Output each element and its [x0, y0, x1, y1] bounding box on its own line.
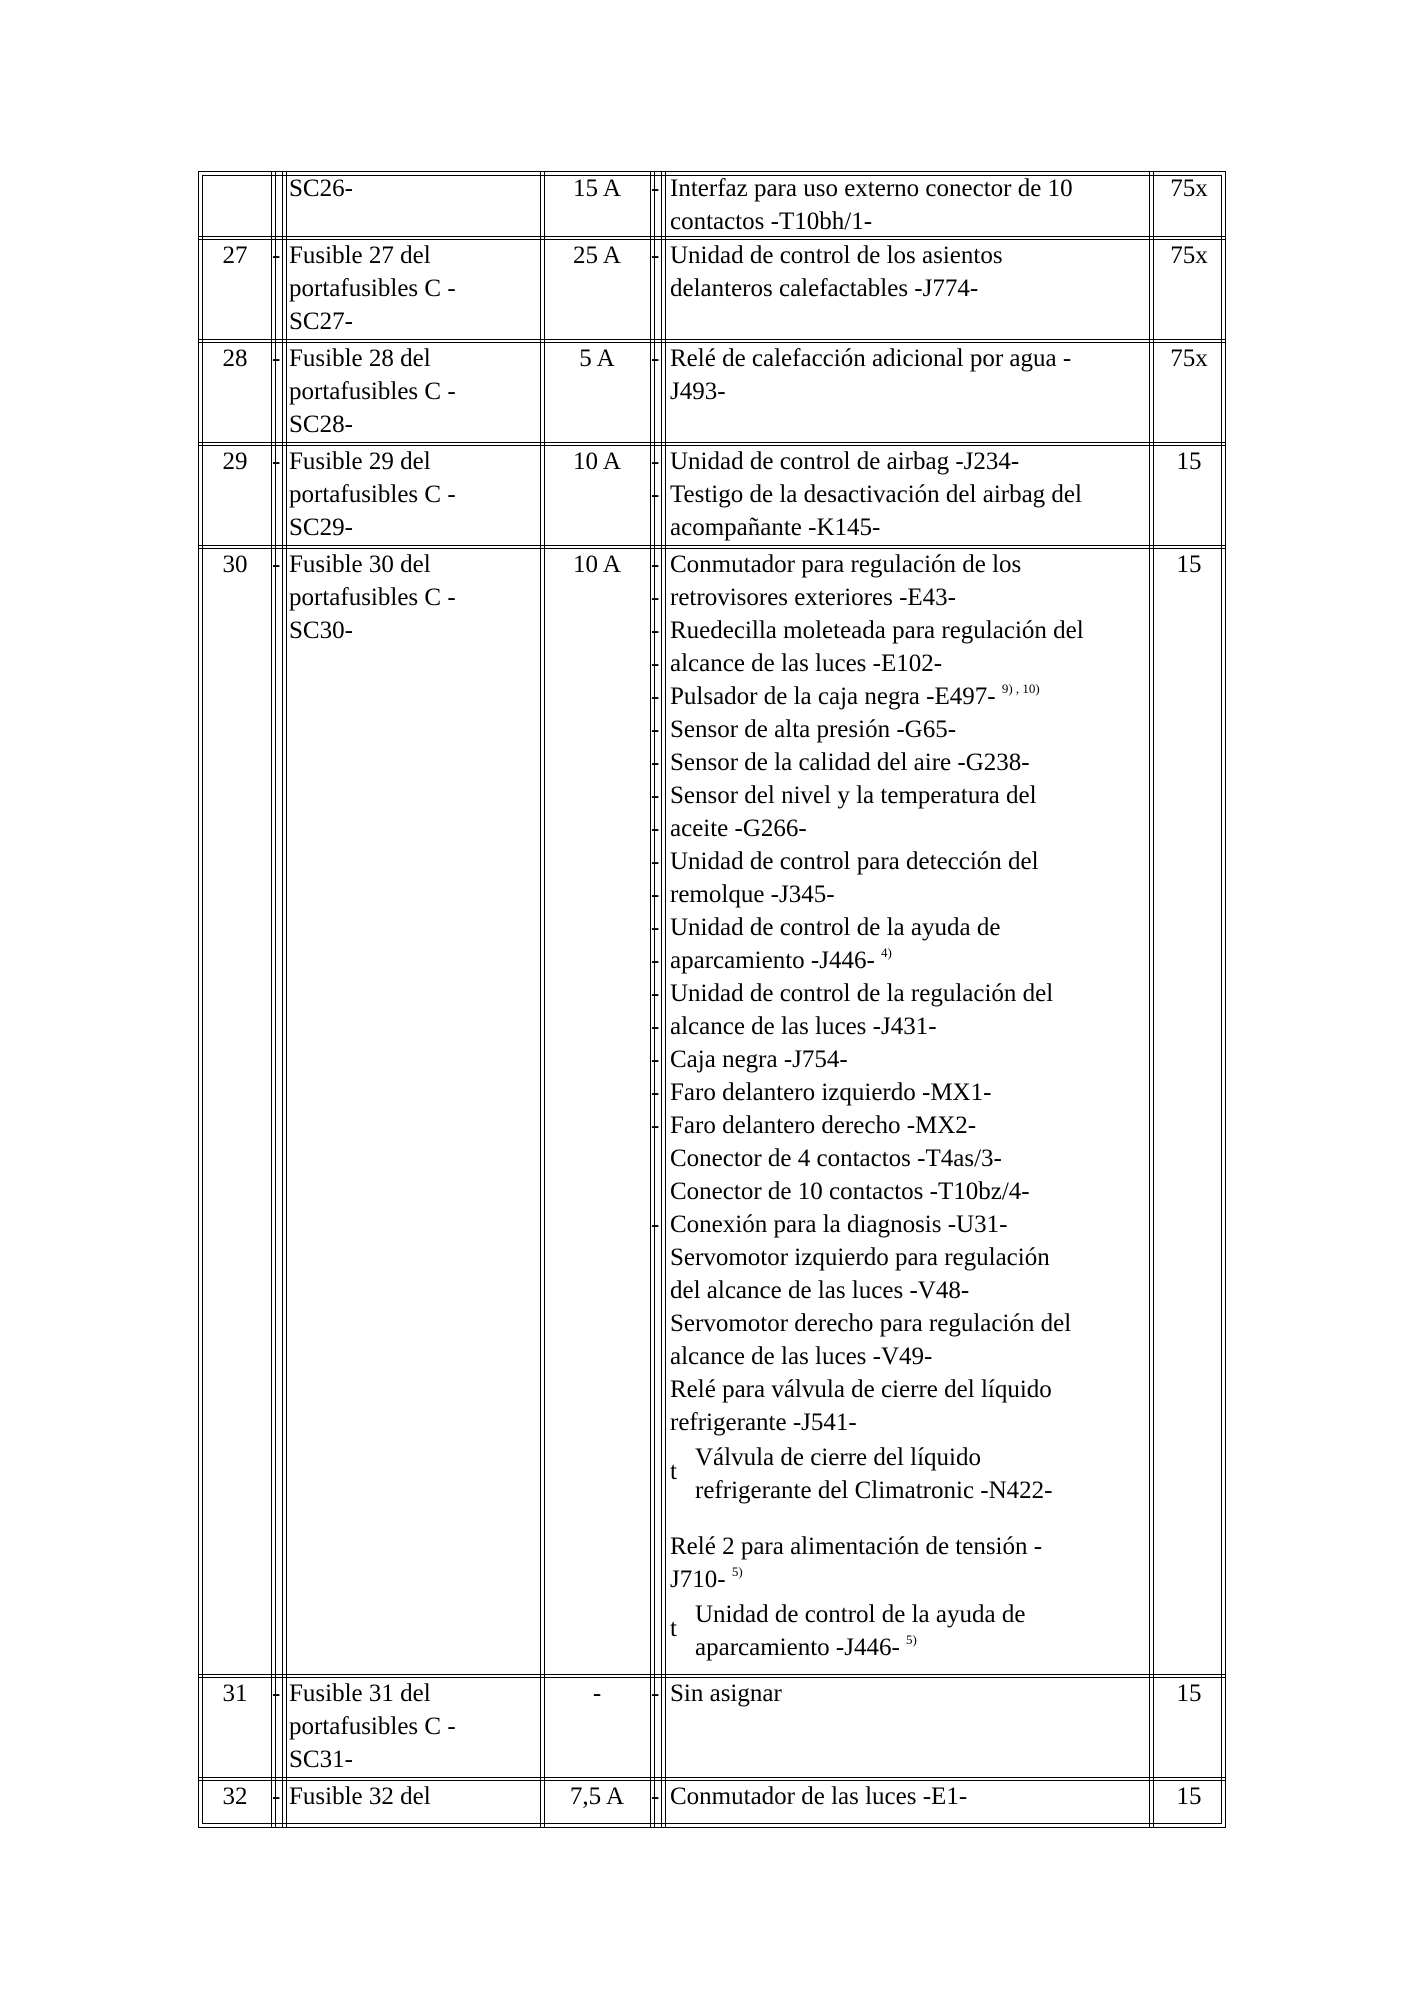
component-line-text: Sensor del nivel y la temperatura del [670, 782, 1037, 809]
terminal-cell [1153, 1780, 1225, 1833]
components-cell [665, 1677, 1153, 1779]
terminal-cell [1153, 548, 1225, 1676]
terminal [1153, 1780, 1225, 1813]
component-line [670, 445, 1019, 478]
dash-column [650, 172, 665, 238]
sub-component-text: refrigerante del Climatronic -N422- [695, 1477, 1053, 1504]
row-divider [199, 545, 1225, 546]
fuse-designation-line-text: SC30- [289, 617, 353, 644]
component-line [670, 548, 1021, 581]
bullet-mark: t [670, 1458, 677, 1485]
dash-mark: - [651, 481, 660, 508]
terminal [1153, 445, 1225, 478]
sub-component-line [695, 1474, 1053, 1507]
fuse-designation-cell [284, 342, 544, 444]
component-line [670, 581, 956, 614]
fuse-number [199, 342, 271, 375]
dash-mark: - [651, 749, 660, 776]
terminal [1153, 239, 1225, 272]
component-line-text: delanteros calefactables -J774- [670, 275, 979, 302]
fuse-designation-line [289, 342, 431, 375]
amperage-text: 10 A [573, 448, 621, 475]
dash-mark: - [651, 1211, 660, 1238]
amperage-cell [544, 1677, 650, 1779]
row-divider [199, 442, 1225, 443]
sub-component-text: Válvula de cierre del líquido [695, 1444, 981, 1471]
fuse-designation-line-text: Fusible 30 del [289, 551, 431, 578]
dash-mark: - [651, 242, 660, 269]
fuse-number [199, 445, 271, 478]
component-line [670, 342, 1071, 375]
fuse-designation-line [289, 239, 431, 272]
fuse-number-cell [199, 445, 271, 547]
component-line-text: alcance de las luces -E102- [670, 650, 943, 677]
dash-mark: - [272, 242, 281, 269]
component-line [670, 239, 1003, 272]
component-line [670, 1010, 937, 1043]
fuse-number-text: 29 [222, 448, 248, 475]
fuse-number-cell [199, 172, 271, 238]
footnote-ref: 4) [881, 945, 892, 960]
component-line [670, 878, 835, 911]
dash-mark: - [651, 617, 660, 644]
fuse-designation-line-text: Fusible 32 del [289, 1783, 431, 1810]
component-line-text: Unidad de control para detección del [670, 848, 1039, 875]
dash-mark: - [272, 1783, 281, 1810]
component-line-text: aceite -G266- [670, 815, 807, 842]
column-divider [271, 172, 272, 1827]
terminal [1153, 1677, 1225, 1710]
component-line-text: Relé 2 para alimentación de tensión - [670, 1533, 1043, 1560]
fuse-designation-line-text: Fusible 29 del [289, 448, 431, 475]
fuse-number [199, 1677, 271, 1710]
footnote-ref: 5) [906, 1632, 917, 1647]
fuse-number-cell [199, 1677, 271, 1779]
amperage-text: 7,5 A [569, 1783, 625, 1810]
fuse-designation-line-text: SC31- [289, 1746, 353, 1773]
fuse-designation-line [289, 1677, 431, 1710]
component-line [670, 1677, 782, 1710]
component-line [670, 205, 872, 238]
terminal-cell [1153, 1677, 1225, 1779]
amperage-text: 25 A [573, 242, 621, 269]
amperage [544, 1677, 650, 1710]
sub-component-line [695, 1631, 917, 1667]
amperage [544, 445, 650, 478]
component-line-text: Ruedecilla moleteada para regulación del [670, 617, 1084, 644]
fuse-designation-line [289, 548, 431, 581]
component-line-text: Unidad de control de la ayuda de [670, 914, 1001, 941]
amperage-text: 5 A [579, 345, 615, 372]
amperage [544, 1780, 650, 1813]
fuse-number-text: 32 [222, 1783, 248, 1810]
component-line [670, 1076, 991, 1109]
amperage-text: 15 A [573, 175, 621, 202]
dash-mark: - [651, 1112, 660, 1139]
component-line-text: contactos -T10bh/1- [670, 208, 873, 235]
terminal-text: 15 [1176, 1680, 1202, 1707]
amperage [544, 172, 650, 205]
footnote-ref: 5) [731, 1564, 743, 1579]
component-line [670, 779, 1037, 812]
column-divider [661, 172, 662, 1827]
components-cell [665, 548, 1153, 1676]
component-line [670, 375, 726, 408]
component-line-text: alcance de las luces -V49- [670, 1343, 933, 1370]
fuse-number-cell [199, 239, 271, 341]
sub-component-line [695, 1598, 1025, 1631]
component-line [670, 478, 1082, 511]
component-line-text: Conmutador para regulación de los [670, 551, 1022, 578]
terminal [1153, 172, 1225, 205]
terminal-text: 15 [1176, 448, 1202, 475]
fuse-designation-line [289, 511, 353, 544]
component-line [670, 812, 807, 845]
dash-mark: - [272, 551, 281, 578]
dash-mark: - [651, 551, 660, 578]
terminal-text: 75x [1170, 242, 1208, 269]
fuse-designation-line [289, 614, 353, 647]
dash-mark: - [651, 683, 660, 710]
fuse-designation-line-text: Fusible 27 del [289, 242, 431, 269]
row-divider [199, 339, 1225, 340]
component-line-text: Relé para válvula de cierre del líquido [670, 1376, 1052, 1403]
fuse-designation-cell [284, 548, 544, 1676]
amperage-cell [544, 342, 650, 444]
amperage-cell [544, 172, 650, 238]
dash-column [650, 342, 665, 444]
component-line [670, 845, 1039, 878]
component-line [670, 944, 892, 980]
component-line-text: retrovisores exteriores -E43- [670, 584, 956, 611]
dash-mark: - [651, 448, 660, 475]
component-line-text: aparcamiento -J446- [670, 947, 875, 974]
component-line [670, 1274, 969, 1307]
row-divider [199, 1777, 1225, 1778]
bullet-mark: t [670, 1615, 677, 1642]
fuse-designation-line-text: SC29- [289, 514, 353, 541]
fuse-designation-line-text: portafusibles C - [289, 378, 456, 405]
sub-component-line [695, 1441, 981, 1474]
fuse-number-cell [199, 1780, 271, 1833]
fuse-designation-cell [284, 1677, 544, 1779]
component-line-text: Relé de calefacción adicional por agua - [670, 345, 1072, 372]
components-cell [665, 239, 1153, 341]
component-line [670, 746, 1030, 779]
component-line-text: Unidad de control de los asientos [670, 242, 1003, 269]
dash-column [650, 239, 665, 341]
dash-mark: - [651, 980, 660, 1007]
component-line [670, 680, 1040, 716]
component-line-text: alcance de las luces -J431- [670, 1013, 937, 1040]
fuse-designation-line [289, 1743, 353, 1776]
fuse-number-text: 31 [222, 1680, 248, 1707]
fuse-designation-line [289, 375, 456, 408]
fuse-designation-line [289, 1780, 431, 1813]
dash-mark: - [651, 947, 660, 974]
component-line [670, 511, 880, 544]
terminal-text: 75x [1170, 345, 1208, 372]
fuse-designation-line [289, 581, 456, 614]
dash-mark: - [651, 848, 660, 875]
component-line-text: Faro delantero derecho -MX2- [670, 1112, 977, 1139]
component-line [670, 1530, 1042, 1563]
amperage-cell [544, 1780, 650, 1833]
component-line [670, 614, 1084, 647]
fuse-designation-line-text: Fusible 28 del [289, 345, 431, 372]
fuse-table [198, 171, 1226, 1828]
component-line-text: Sin asignar [670, 1680, 782, 1707]
fuse-number-cell [199, 548, 271, 1676]
component-line-text: Sensor de la calidad del aire -G238- [670, 749, 1030, 776]
terminal [1153, 342, 1225, 375]
dash-mark: - [651, 345, 660, 372]
component-line-text: J710- [670, 1566, 726, 1593]
component-line [670, 172, 1073, 205]
component-line [670, 1780, 967, 1813]
component-line-text: Servomotor izquierdo para regulación [670, 1244, 1050, 1271]
dash-column [650, 548, 665, 1676]
fuse-number-text: 27 [222, 242, 248, 269]
amperage-cell [544, 239, 650, 341]
dash-mark: - [651, 175, 660, 202]
component-line [670, 911, 1000, 944]
sub-component-text: aparcamiento -J446- [695, 1634, 900, 1661]
component-line [670, 647, 942, 680]
fuse-designation-line-text: portafusibles C - [289, 275, 456, 302]
fuse-number-text: 28 [222, 345, 248, 372]
components-cell [665, 342, 1153, 444]
dash-mark: - [651, 1783, 660, 1810]
fuse-number [199, 1780, 271, 1813]
column-divider [275, 172, 276, 1827]
fuse-designation-line [289, 445, 431, 478]
component-line [670, 1142, 1002, 1175]
column-divider [1149, 172, 1150, 1827]
amperage-text: 10 A [573, 551, 621, 578]
column-divider [286, 172, 287, 1827]
amperage-cell [544, 548, 650, 1676]
dash-mark: - [651, 782, 660, 809]
components-cell [665, 172, 1153, 238]
component-line [670, 1109, 976, 1142]
component-line-text: Sensor de alta presión -G65- [670, 716, 957, 743]
dash-mark: - [651, 1013, 660, 1040]
sub-component-text: Unidad de control de la ayuda de [695, 1601, 1026, 1628]
component-line [670, 1307, 1071, 1340]
table-row [199, 239, 1225, 341]
fuse-designation-line-text: portafusibles C - [289, 1713, 456, 1740]
dash-mark: - [651, 1079, 660, 1106]
table-row [199, 445, 1225, 547]
component-line [670, 1373, 1052, 1406]
fuse-designation-cell [284, 445, 544, 547]
fuse-designation-cell [284, 239, 544, 341]
table-row [199, 342, 1225, 444]
fuse-designation-line-text: SC26- [289, 175, 353, 202]
component-line-text: acompañante -K145- [670, 514, 881, 541]
terminal-text: 15 [1176, 1783, 1202, 1810]
fuse-designation-line [289, 408, 353, 441]
column-divider [1153, 172, 1154, 1827]
amperage [544, 239, 650, 272]
component-line-text: Unidad de control de airbag -J234- [670, 448, 1020, 475]
dash-mark: - [651, 650, 660, 677]
fuse-designation-line-text: portafusibles C - [289, 584, 456, 611]
component-line [670, 977, 1053, 1010]
fuse-designation-line-text: portafusibles C - [289, 481, 456, 508]
terminal-text: 75x [1170, 175, 1208, 202]
fuse-number-cell [199, 342, 271, 444]
fuse-designation-line-text: SC27- [289, 308, 353, 335]
table-row [199, 1677, 1225, 1779]
fuse-designation-line [289, 272, 456, 305]
dash-mark: - [651, 1046, 660, 1073]
component-line-text: Conector de 10 contactos -T10bz/4- [670, 1178, 1030, 1205]
dash-column [650, 1677, 665, 1779]
fuse-number-text: 30 [222, 551, 248, 578]
component-line-text: Interfaz para uso externo conector de 10 [670, 175, 1073, 202]
row-divider [199, 1674, 1225, 1675]
fuse-number [199, 548, 271, 581]
amperage-text: - [592, 1680, 602, 1707]
column-divider [282, 172, 283, 1827]
component-line [670, 713, 956, 746]
terminal-cell [1153, 239, 1225, 341]
component-line-text: Faro delantero izquierdo -MX1- [670, 1079, 992, 1106]
terminal-text: 15 [1176, 551, 1202, 578]
components-cell [665, 1780, 1153, 1833]
dash-mark: - [272, 345, 281, 372]
component-line-text: del alcance de las luces -V48- [670, 1277, 970, 1304]
component-line [670, 1043, 848, 1076]
dash-column [650, 445, 665, 547]
dash-mark: - [272, 1680, 281, 1707]
component-line [670, 272, 978, 305]
column-divider [654, 172, 655, 1827]
amperage-cell [544, 445, 650, 547]
component-line-text: remolque -J345- [670, 881, 835, 908]
dash-mark: - [651, 716, 660, 743]
fuse-designation-line-text: Fusible 31 del [289, 1680, 431, 1707]
dash-mark: - [651, 881, 660, 908]
amperage [544, 342, 650, 375]
component-line [670, 1208, 1007, 1241]
table-row [199, 548, 1225, 1676]
component-line-text: Conmutador de las luces -E1- [670, 1783, 968, 1810]
component-line-text: refrigerante -J541- [670, 1409, 857, 1436]
dash-mark: - [651, 914, 660, 941]
component-line [670, 1563, 743, 1599]
component-line-text: Conector de 4 contactos -T4as/3- [670, 1145, 1002, 1172]
dash-mark: - [651, 1680, 660, 1707]
dash-mark: - [272, 448, 281, 475]
fuse-designation-cell [284, 172, 544, 238]
component-line [670, 1340, 932, 1373]
component-line-text: Conexión para la diagnosis -U31- [670, 1211, 1008, 1238]
fuse-designation-line [289, 478, 456, 511]
fuse-designation-line [289, 172, 353, 205]
component-line-text: Caja negra -J754- [670, 1046, 848, 1073]
table-row [199, 172, 1225, 238]
table-row [199, 1780, 1225, 1833]
component-line [670, 1406, 857, 1439]
dash-mark: - [651, 584, 660, 611]
footnote-ref: 9) , 10) [1001, 681, 1040, 696]
column-divider [665, 172, 666, 1827]
component-line [670, 1241, 1050, 1274]
terminal-cell [1153, 342, 1225, 444]
terminal [1153, 548, 1225, 581]
component-line-text: Pulsador de la caja negra -E497- [670, 683, 996, 710]
dash-column [650, 1780, 665, 1833]
component-line-text: Unidad de control de la regulación del [670, 980, 1054, 1007]
fuse-designation-line [289, 1710, 456, 1743]
fuse-designation-cell [284, 1780, 544, 1833]
column-divider [650, 172, 651, 1827]
component-line-text: Servomotor derecho para regulación del [670, 1310, 1072, 1337]
fuse-designation-line-text: SC28- [289, 411, 353, 438]
components-cell [665, 445, 1153, 547]
amperage [544, 548, 650, 581]
component-line [670, 1175, 1030, 1208]
row-divider [199, 236, 1225, 237]
dash-mark: - [651, 815, 660, 842]
fuse-designation-line [289, 305, 353, 338]
component-line-text: Testigo de la desactivación del airbag del [670, 481, 1082, 508]
column-divider [540, 172, 541, 1827]
component-line-text: J493- [670, 378, 726, 405]
column-divider [544, 172, 545, 1827]
fuse-number [199, 239, 271, 272]
terminal-cell [1153, 172, 1225, 238]
terminal-cell [1153, 445, 1225, 547]
